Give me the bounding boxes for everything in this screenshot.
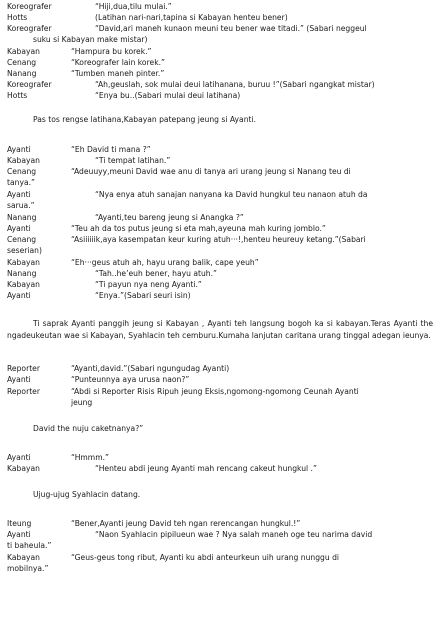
dialogue-text: “Ayanti,david.”(Sabari ngungudag Ayanti) — [71, 364, 230, 373]
speaker-name: Cenang — [7, 235, 37, 244]
speaker-name: Kabayan — [7, 280, 40, 289]
dialogue-text: “Naon Syahlacin pipilueun wae ? Nya salah maneh oge teu narima david — [95, 530, 373, 539]
speaker-name: Hotts — [7, 13, 28, 22]
dialogue-text: “Henteu abdi jeung Ayanti mah rencang cakeut hungkul .” — [95, 464, 317, 473]
dialogue-text: jeung — [71, 398, 93, 407]
speaker-name: Kabayan — [7, 464, 40, 473]
dialogue-text: “Koreografer lain korek.” — [71, 58, 165, 67]
speaker-name: Nanang — [7, 69, 37, 78]
speaker-name: Koreografer — [7, 80, 52, 89]
dialogue-text: tanya.” — [7, 178, 35, 187]
dialogue-text: “Ti payun nya neng Ayanti.” — [95, 280, 202, 289]
dialogue-text: “Ti tempat latihan.” — [95, 156, 171, 165]
narration-text: Ujug-ujug Syahlacin datang. — [33, 490, 141, 499]
speaker-name: Iteung — [7, 519, 32, 528]
dialogue-text: “Eh David ti mana ?” — [71, 145, 151, 154]
dialogue-text: “Ayanti,teu bareng jeung si Anangka ?” — [95, 213, 244, 222]
speaker-name: Ayanti — [7, 291, 31, 300]
speaker-name: Cenang — [7, 58, 37, 67]
speaker-name: Ayanti — [7, 375, 31, 384]
dialogue-text: “Hmmm.” — [71, 453, 109, 462]
dialogue-text: “Teu ah da tos putus jeung si eta mah,ayeuna mah kuring jomblo.” — [71, 224, 326, 233]
dialogue-text: “Eh···geus atuh ah, hayu urang balik, cape yeuh” — [71, 258, 259, 267]
speaker-name: Reporter — [7, 387, 40, 396]
dialogue-text: (Latihan nari-nari,tapina si Kabayan henteu bener) — [95, 13, 288, 22]
speaker-name: Hotts — [7, 91, 28, 100]
dialogue-text: seserian) — [7, 246, 42, 255]
speaker-name: Kabayan — [7, 156, 40, 165]
speaker-name: Nanang — [7, 213, 37, 222]
dialogue-text: “Ah,geuslah, sok mulai deui latihanana, buruu !”(Sabari ngangkat mistar) — [95, 80, 375, 89]
speaker-name: Kabayan — [7, 47, 40, 56]
dialogue-text: suku si Kabayan make mistar) — [33, 35, 148, 44]
dialogue-text: “Tah..he’euh bener, hayu atuh.” — [95, 269, 217, 278]
dialogue-text: “Bener,Ayanti jeung David teh ngan rerencangan hungkul.!” — [71, 519, 301, 528]
speaker-name: Ayanti — [7, 145, 31, 154]
speaker-name: Ayanti — [7, 453, 31, 462]
speaker-name: Ayanti — [7, 224, 31, 233]
dialogue-text: “Hampura bu korek.” — [71, 47, 152, 56]
dialogue-text: mobilnya.” — [7, 564, 49, 573]
dialogue-text: “Enya bu..(Sabari mulai deui latihana) — [95, 91, 241, 100]
speaker-name: Kabayan — [7, 553, 40, 562]
dialogue-text: “Geus-geus tong ribut, Ayanti ku abdi anteurkeun uih urang nunggu di — [71, 553, 340, 562]
dialogue-text: “Enya.”(Sabari seuri isin) — [95, 291, 191, 300]
speaker-name: Koreografer — [7, 2, 52, 11]
speaker-name: Cenang — [7, 167, 37, 176]
speaker-name: Ayanti — [7, 530, 31, 539]
dialogue-text: “Tumben maneh pinter.” — [71, 69, 165, 78]
dialogue-text: “Punteunnya aya urusa naon?” — [71, 375, 190, 384]
dialogue-text: “Nya enya atuh sanajan nanyana ka David hungkul teu nanaon atuh da — [95, 190, 368, 199]
speaker-name: Kabayan — [7, 258, 40, 267]
dialogue-text: ti baheula.” — [7, 541, 52, 550]
dialogue-text: “Abdi si Reporter Risis Ripuh jeung Eksis,ngomong-ngomong Ceunah Ayanti — [71, 387, 359, 396]
dialogue-text: sarua.” — [7, 201, 35, 210]
dialogue-text: “Asiiiiiik,aya kasempatan keur kuring atuh···!,henteu heureuy ketang.”(Sabari — [71, 235, 366, 244]
speaker-name: Reporter — [7, 364, 40, 373]
narration-text: David the nuju caketnanya?” — [33, 424, 144, 433]
dialogue-text: “Hiji,dua,tilu mulai.” — [95, 2, 172, 11]
dialogue-text: “Adeuuyy,meuni David wae anu di tanya ari urang jeung si Nanang teu di — [71, 167, 351, 176]
dialogue-text: “David,ari maneh kunaon meuni teu bener wae titadi.” (Sabari neggeul — [95, 24, 367, 33]
narration-paragraph: Ti saprak Ayanti panggih jeung si Kabayan , Ayanti teh langsung bogoh ka si kabayan.Teras Ayanti the ngadeukeutan wae si Kabayan, Syahlacin teh cemburu.Kumaha lanjutan caritana urang tinggal adegan ieunya. — [7, 319, 433, 340]
narration-text: Pas tos rengse latihana,Kabayan patepang jeung si Ayanti. — [33, 115, 257, 124]
speaker-name: Ayanti — [7, 190, 31, 199]
speaker-name: Koreografer — [7, 24, 52, 33]
speaker-name: Nanang — [7, 269, 37, 278]
